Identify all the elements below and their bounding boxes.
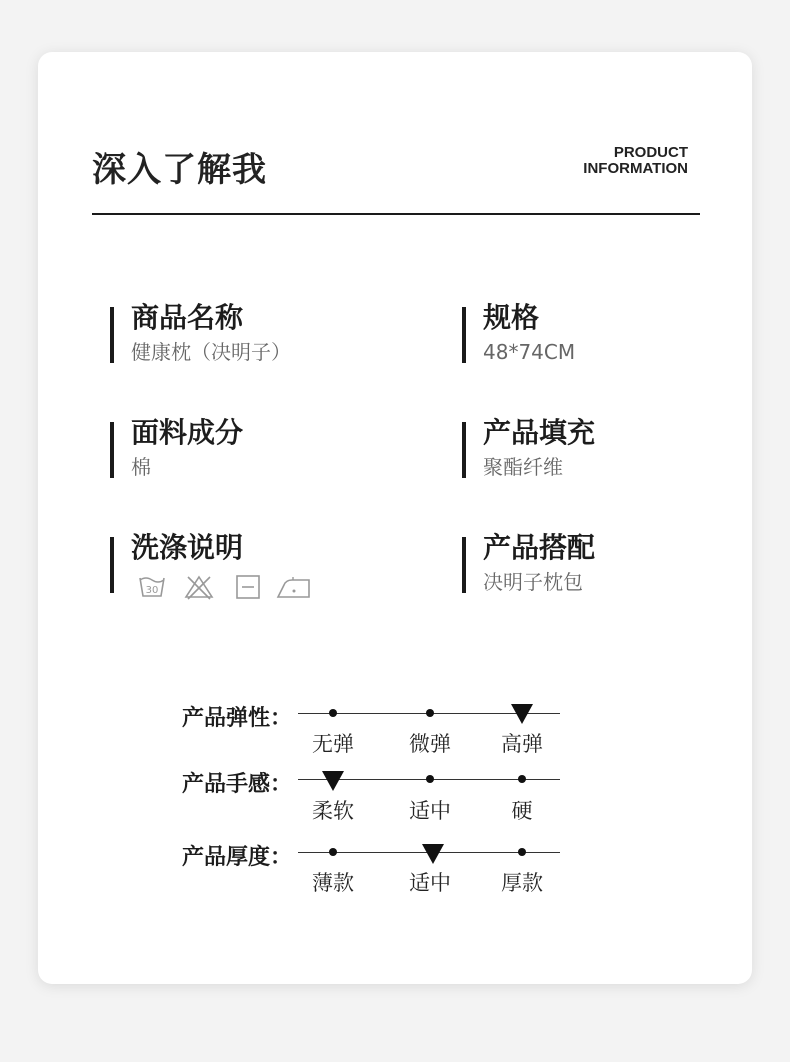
elasticity-label: 产品弹性：	[182, 706, 293, 731]
spec-bar	[462, 537, 466, 593]
spec-label: 商品名称	[131, 301, 244, 334]
spec-label: 产品填充	[483, 416, 596, 449]
feel-label: 产品手感：	[182, 772, 293, 797]
scale-option: 高弹	[501, 732, 543, 756]
scale-dot	[426, 775, 434, 783]
wash-30-icon	[138, 574, 166, 600]
spec-label: 产品搭配	[483, 531, 596, 564]
spec-label: 规格	[483, 301, 540, 334]
product-info-card	[38, 52, 752, 984]
scale-option: 适中	[409, 799, 451, 823]
en-line-1: PRODUCT	[613, 144, 688, 161]
thickness-label: 产品厚度：	[182, 845, 293, 870]
selected-marker	[422, 844, 444, 864]
scale-option: 柔软	[312, 799, 354, 823]
scale-dot	[518, 848, 526, 856]
spec-value: 健康枕（决明子）	[131, 340, 291, 364]
header-divider	[92, 213, 700, 215]
spec-label: 洗涤说明	[131, 531, 244, 564]
scale-dot	[329, 848, 337, 856]
spec-bar	[110, 537, 114, 593]
header-english-label	[583, 145, 688, 177]
spec-value: 决明子枕包	[483, 570, 583, 594]
no-bleach-icon	[184, 574, 214, 600]
spec-bar	[110, 307, 114, 363]
scale-option: 厚款	[501, 871, 543, 895]
spec-pairing	[462, 532, 742, 596]
scale-option: 薄款	[312, 871, 354, 895]
scale-option: 适中	[409, 871, 451, 895]
spec-bar	[110, 422, 114, 478]
wash-temp-label: 30	[145, 585, 159, 596]
spec-value: 聚酯纤维	[483, 455, 563, 479]
page-title: 深入了解我	[92, 150, 267, 190]
iron-icon	[276, 574, 312, 600]
spec-filling	[462, 417, 742, 481]
spec-value: 48*74CM	[483, 340, 576, 364]
spec-fabric	[110, 417, 390, 481]
selected-marker	[511, 704, 533, 724]
scale-option: 硬	[511, 799, 533, 823]
scale-dot	[426, 709, 434, 717]
spec-value: 棉	[131, 455, 151, 479]
spec-size	[462, 302, 742, 366]
spec-label: 面料成分	[131, 416, 244, 449]
scale-dot	[518, 775, 526, 783]
selected-marker	[322, 771, 344, 791]
spec-bar	[462, 307, 466, 363]
spec-product-name	[110, 302, 390, 366]
dry-flat-icon	[235, 574, 261, 600]
scale-option: 无弹	[312, 732, 354, 756]
en-line-2: INFORMATION	[583, 160, 688, 177]
spec-bar	[462, 422, 466, 478]
scale-option: 微弹	[409, 732, 451, 756]
scale-dot	[329, 709, 337, 717]
